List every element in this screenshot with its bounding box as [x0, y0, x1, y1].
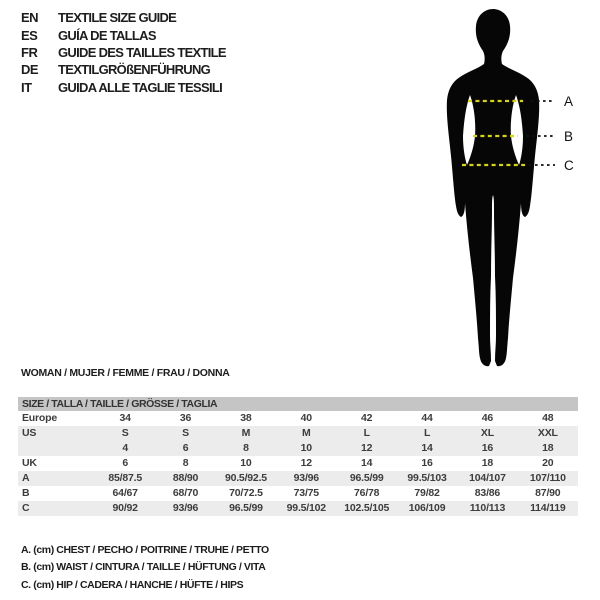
- language-row: [21, 9, 226, 26]
- size-table-header: SIZE / TALLA / TAILLE / GRÖSSE / TAGLIA: [18, 397, 578, 411]
- size-cell: 36: [179, 412, 192, 424]
- size-cell: 6: [182, 442, 189, 454]
- size-table-body: [18, 411, 578, 516]
- size-cell: 110/113: [469, 502, 506, 514]
- size-cell: 106/109: [408, 502, 446, 514]
- measurement-legend: [21, 542, 269, 594]
- size-cell: 93/96: [172, 502, 199, 514]
- size-cell: 8: [243, 442, 249, 454]
- row-label: UK: [22, 457, 37, 469]
- row-label: C: [22, 502, 30, 514]
- table-row: [18, 411, 578, 426]
- size-cell: S: [121, 427, 129, 439]
- size-cell: 68/70: [172, 487, 199, 499]
- language-row: [21, 79, 226, 96]
- woman-silhouette: [493, 9, 539, 366]
- size-cell: 8: [182, 457, 189, 469]
- callout-label-a: A: [564, 94, 574, 109]
- size-cell: 90/92: [112, 502, 138, 514]
- size-cell: 87/90: [535, 487, 561, 499]
- language-row: [21, 26, 226, 43]
- size-cell: 90.5/92.5: [224, 472, 267, 484]
- language-code: ES: [21, 27, 38, 43]
- size-cell: 93/96: [293, 472, 319, 484]
- language-title: TEXTILE SIZE GUIDE: [58, 10, 177, 26]
- size-cell: M: [241, 427, 251, 439]
- size-cell: XL: [480, 427, 494, 439]
- size-cell: 6: [122, 457, 128, 469]
- table-row: [18, 426, 578, 441]
- size-cell: 107/110: [529, 472, 566, 484]
- size-cell: 40: [300, 412, 312, 424]
- size-cell: 44: [421, 412, 433, 424]
- size-cell: L: [423, 427, 431, 439]
- size-cell: 16: [481, 442, 494, 454]
- language-code: DE: [21, 62, 39, 78]
- size-cell: 99.5/103: [407, 472, 447, 484]
- language-title-block: [21, 9, 226, 96]
- size-cell: 73/75: [293, 487, 319, 499]
- language-row: [21, 61, 226, 78]
- size-cell: 14: [361, 457, 373, 469]
- size-cell: 4: [122, 442, 128, 454]
- size-cell: 96.5/99: [349, 472, 384, 484]
- language-row: [21, 44, 226, 61]
- row-label: B: [22, 487, 30, 499]
- woman-silhouette-diagram: [380, 0, 600, 380]
- row-label: Europe: [22, 412, 57, 424]
- language-code: IT: [21, 79, 32, 95]
- size-cell: 20: [542, 457, 554, 469]
- size-table: [18, 397, 578, 516]
- language-title: GUÍA DE TALLAS: [58, 27, 156, 43]
- size-cell: 83/86: [474, 487, 501, 499]
- language-code: FR: [21, 44, 38, 60]
- gender-subtitle: WOMAN / MUJER / FEMME / FRAU / DONNA: [21, 367, 230, 379]
- table-row: [18, 456, 578, 471]
- size-cell: 18: [542, 442, 554, 454]
- size-cell: 42: [361, 412, 373, 424]
- size-cell: 14: [421, 442, 433, 454]
- size-cell: 10: [300, 442, 312, 454]
- callout-label-b: B: [564, 129, 574, 144]
- size-cell: L: [363, 427, 370, 439]
- size-cell: 64/67: [112, 487, 138, 499]
- language-code: EN: [21, 10, 39, 26]
- size-cell: 76/78: [354, 487, 380, 499]
- size-cell: 48: [542, 412, 554, 424]
- size-cell: 16: [421, 457, 433, 469]
- size-cell: 38: [240, 412, 252, 424]
- size-cell: 114/119: [530, 502, 566, 514]
- table-row: [18, 471, 578, 486]
- language-title: GUIDA ALLE TAGLIE TESSILI: [58, 79, 223, 95]
- measurement-legend-row: B. (cm) WAIST / CINTURA / TAILLE / HÜFTUNG / VITA: [21, 561, 266, 574]
- language-title: GUIDE DES TAILLES TEXTILE: [58, 44, 226, 60]
- callout-label-c: C: [564, 158, 574, 173]
- size-cell: 85/87.5: [108, 472, 142, 484]
- size-cell: 46: [481, 412, 494, 424]
- size-cell: 79/82: [414, 487, 440, 499]
- size-cell: 70/72.5: [229, 487, 263, 499]
- size-cell: 88/90: [172, 472, 199, 484]
- size-cell: 18: [481, 457, 494, 469]
- language-title: TEXTILGRÖßENFÜHRUNG: [58, 62, 211, 78]
- table-row: [18, 501, 578, 516]
- size-cell: 34: [119, 412, 131, 424]
- size-cell: 104/107: [469, 472, 506, 484]
- measurement-legend-row: C. (cm) HIP / CADERA / HANCHE / HÜFTE / HIPS: [21, 578, 244, 591]
- size-cell: S: [182, 427, 189, 439]
- size-cell: 102.5/105: [344, 502, 390, 514]
- row-label: [18, 441, 95, 456]
- row-label: US: [22, 427, 37, 439]
- size-cell: 10: [240, 457, 252, 469]
- table-row: [18, 441, 578, 456]
- size-cell: 12: [300, 457, 312, 469]
- table-row: [18, 486, 578, 501]
- size-cell: XXL: [537, 427, 558, 439]
- size-cell: 96.5/99: [229, 502, 263, 514]
- measurement-legend-row: A. (cm) CHEST / PECHO / POITRINE / TRUHE / PETTO: [21, 544, 269, 556]
- row-label: A: [22, 472, 30, 484]
- size-cell: M: [302, 427, 311, 439]
- size-cell: 12: [361, 442, 373, 454]
- size-figure: [380, 0, 600, 380]
- size-cell: 99.5/102: [286, 502, 326, 514]
